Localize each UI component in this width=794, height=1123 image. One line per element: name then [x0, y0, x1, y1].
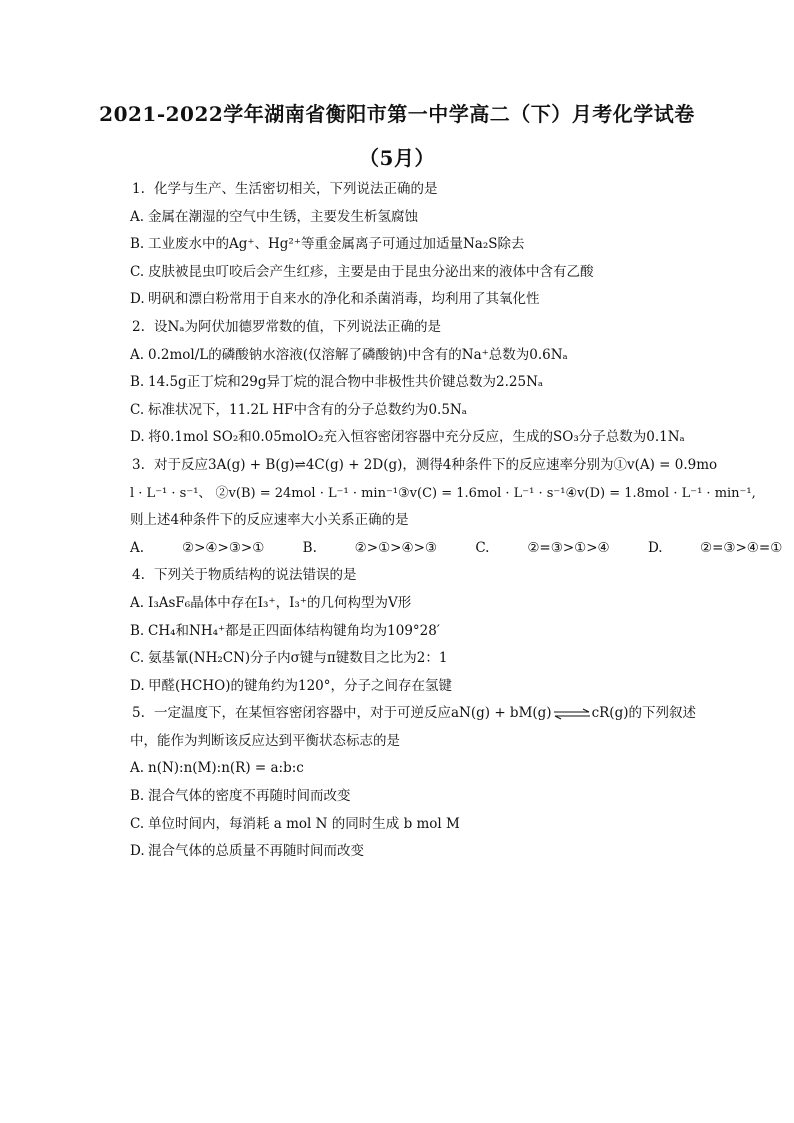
question-list — [130, 176, 783, 866]
question-5-option-d: D. 混合气体的总质量不再随时间而改变 — [130, 843, 364, 860]
question-number: 5. — [132, 705, 145, 722]
question-3-option-d: D. ②=③>④=① — [647, 539, 783, 556]
question-1-option-d: D. 明矾和漂白粉常用于自来水的净化和杀菌消毒，均利用了其氧化性 — [130, 291, 540, 308]
question-3-options — [130, 535, 783, 563]
question-5-option-b: B. 混合气体的密度不再随时间而改变 — [130, 788, 351, 805]
question-3-option-c: C. ②=③>①>④ — [475, 539, 610, 556]
exam-title-month: （5月） — [359, 146, 435, 170]
exam-title: 2021-2022学年湖南省衡阳市第一中学高二（下）月考化学试卷 — [99, 102, 695, 126]
question-number: 1. — [132, 181, 145, 197]
question-1-option-c: C. 皮肤被昆虫叮咬后会产生红疹，主要是由于昆虫分泌出来的液体中含有乙酸 — [130, 263, 594, 280]
question-5-stem: 5. 一定温度下，在某恒容密闭容器中，对于可逆反应aN(g) + bM(g) cR(g)的下列叙述 — [130, 700, 710, 728]
question-1-option-a: A. 金属在潮湿的空气中生锈，主要发生析氢腐蚀 — [130, 208, 418, 225]
question-2-option-b: B. 14.5g正丁烷和29g异丁烷的混合物中非极性共价键总数为2.25Nₐ — [130, 374, 544, 391]
question-3-option-b: B. ②>①>④>③ — [302, 539, 438, 556]
question-number: 4. — [132, 567, 145, 584]
question-2-stem: 2. 设Nₐ为阿伏加德罗常数的值，下列说法正确的是 — [130, 314, 710, 342]
question-number: 2. — [132, 318, 145, 335]
question-2-option-c: C. 标准状况下，11.2L HF中含有的分子总数约为0.5Nₐ — [130, 401, 467, 418]
question-3-option-a: A. ②>④>③>① — [130, 539, 265, 556]
question-number: 3. — [132, 456, 145, 473]
question-4-option-b: B. CH₄和NH₄⁺都是正四面体结构键角均为109°28′ — [130, 622, 440, 639]
question-4-option-d: D. 甲醛(HCHO)的键角约为120°，分子之间存在氢键 — [130, 677, 452, 694]
question-3-stem-continued: l · L⁻¹ · s⁻¹、 ②v(B) = 24mol · L⁻¹ · min⁻¹③v(C) = 1.6mol · L⁻¹ · s⁻¹④v(D) = 1.8mol · L⁻¹ · min⁻¹, — [130, 485, 756, 501]
question-1-stem: 1. 化学与生产、生活密切相关，下列说法正确的是 — [130, 176, 710, 204]
question-2-option-d: D. 将0.1mol SO₂和0.05molO₂充入恒容密闭容器中充分反应，生成的SO₃分子总数为0.1Nₐ — [130, 429, 685, 446]
question-1-option-b: B. 工业废水中的Ag⁺、Hg²⁺等重金属离子可通过加适量Na₂S除去 — [130, 236, 525, 253]
question-4-option-a: A. I₃AsF₆晶体中存在I₃⁺，I₃⁺的几何构型为V形 — [130, 594, 412, 611]
question-3-stem-continued-2: 则上述4种条件下的反应速率大小关系正确的是 — [130, 512, 409, 529]
equilibrium-arrow-icon — [553, 709, 591, 719]
question-4-stem: 4. 下列关于物质结构的说法错误的是 — [130, 562, 710, 590]
question-5-stem-continued: 中，能作为判断该反应达到平衡状态标志的是 — [130, 732, 400, 749]
question-3-stem: 3. 对于反应3A(g) + B(g)⇌4C(g) + 2D(g)，测得4种条件下的反应速率分别为①v(A) = 0.9mo — [130, 452, 710, 480]
question-2-option-a: A. 0.2mol/L的磷酸钠水溶液(仅溶解了磷酸钠)中含有的Na⁺总数为0.6Nₐ — [130, 346, 568, 363]
question-5-option-a: A. n(N):n(M):n(R) = a:b:c — [130, 760, 304, 777]
question-5-option-c: C. 单位时间内，每消耗 a mol N 的同时生成 b mol M — [130, 815, 460, 832]
question-4-option-c: C. 氨基氰(NH₂CN)分子内σ键与π键数目之比为2：1 — [130, 650, 448, 667]
